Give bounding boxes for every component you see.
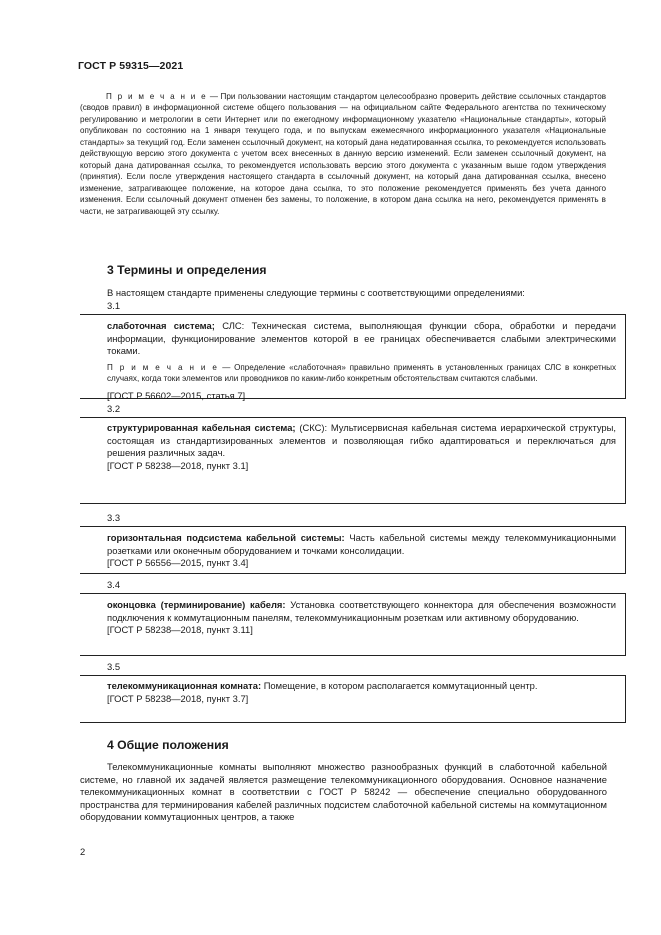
term-name: оконцовка (терминирование) кабеля: [107,599,286,610]
reference-note [80,91,606,217]
term-number: 3.5 [107,661,121,672]
term-name: структурированная кабельная система; [107,422,296,433]
section-3-intro: В настоящем стандарте применены следующие термины с соответствующими определениями: [107,287,525,298]
section-4-heading: 4 Общие положения [107,738,229,752]
term-name: телекоммуникационная комната: [107,680,262,691]
note-text: — При пользовании настоящим стандартом целесообразно проверить действие ссылочных стандартов (сводов правил) в информационной системе общего пользования — на официальном сайте Федерального агентства по техническому регулированию и метрологии в сети Интернет или по ежегодному информационному указателю «Национальные стандарты», который опубликован по состоянию на 1 января текущего года, и по выпускам ежемесячного информационного указателя «Национальные стандарты» за текущий год. Если заменен ссылочный документ, на который дана недатированная ссылка, то рекомендуется использовать действующую версию этого документа с учетом всех внесенных в данную версию изменений. Если заменен ссылочный документ, на который дана датированная ссылка, то рекомендуется использовать версию этого документа с указанным выше годом утверждения (принятия). Если после утверждения настоящего стандарта в ссылочный документ, на который дана датированная ссылка, внесено изменение, затрагивающее положение, на которое дана ссылка, то это положение рекомендуется применять без учета данного изменения. Если ссылочный документ отменен без замены, то положение, в котором дана ссылка на него, рекомендуется применять в части, не затрагивающей эту ссылку. [80,92,606,216]
term-definition: Установка соответствующего коннектора для обеспечения возможности подключения к коммутационным панелям, телекоммуникационным розеткам или активному оборудованию. [107,599,616,623]
term-box [80,314,626,399]
term-reference: [ГОСТ Р 58238—2018, пункт 3.11] [107,624,253,636]
term-number: 3.2 [107,403,121,414]
term-number: 3.3 [107,512,121,523]
term-number: 3.4 [107,579,121,590]
term-definition: Часть кабельной системы между телекоммуникационными розетками или оконечным оборудованием и точками консолидации. [107,532,616,556]
section-4-paragraph: Телекоммуникационные комнаты выполняют множество разнообразных функций в слаботочной кабельной системе, но главной их задачей является размещение телекоммуникационного оборудования. Основное назначение телекоммуникационных комнат в соответствии с ГОСТ Р 58242 — обеспечение специально оборудованного пространства для терминирования кабелей различных подсистем слаботочной кабельной системы на коммутационном оборудовании коммутационных центров, а также [80,761,607,823]
term-box [80,675,626,723]
term-number: 3.1 [107,300,121,311]
term-definition: Помещение, в котором располагается коммутационный центр. [261,680,538,691]
term-reference: [ГОСТ Р 56556—2015, пункт 3.4] [107,557,249,569]
term-box [80,417,626,504]
note-label: П р и м е ч а н и е [106,92,208,101]
term-box [80,526,626,574]
term-reference: [ГОСТ Р 58238—2018, пункт 3.7] [107,692,249,704]
page-number: 2 [80,846,86,857]
term-reference: [ГОСТ Р 56602—2015, статья 7] [107,389,246,401]
term-note [107,362,616,385]
term-note-text: — Определение «слаботочная» правильно применять в установленных границах СЛС в конкретных случаях, когда токи элементов или проводников по каким-либо конкретным обстоятельствам считаются слабыми. [107,362,616,384]
term-note-label: П р и м е ч а н и е [107,362,219,372]
term-reference: [ГОСТ Р 58238—2018, пункт 3.1] [107,459,249,471]
term-box [80,593,626,656]
term-name: слаботочная система; [107,320,215,331]
term-definition: (СКС): Мультисервисная кабельная система иерархической структуры, состоящая из стандартизированных элементов и позволяющая гибко адаптироваться и переключаться для решения различных задач. [107,422,616,459]
document-header: ГОСТ Р 59315—2021 [78,60,184,72]
section-3-heading: 3 Термины и определения [107,263,267,277]
term-definition: СЛС: Техническая система, выполняющая функции сбора, обработки и передачи информации, функционирование элементов которой в ее границах обеспечивается слабыми электрическими токами. [107,320,616,357]
term-name: горизонтальная подсистема кабельной системы: [107,532,345,543]
